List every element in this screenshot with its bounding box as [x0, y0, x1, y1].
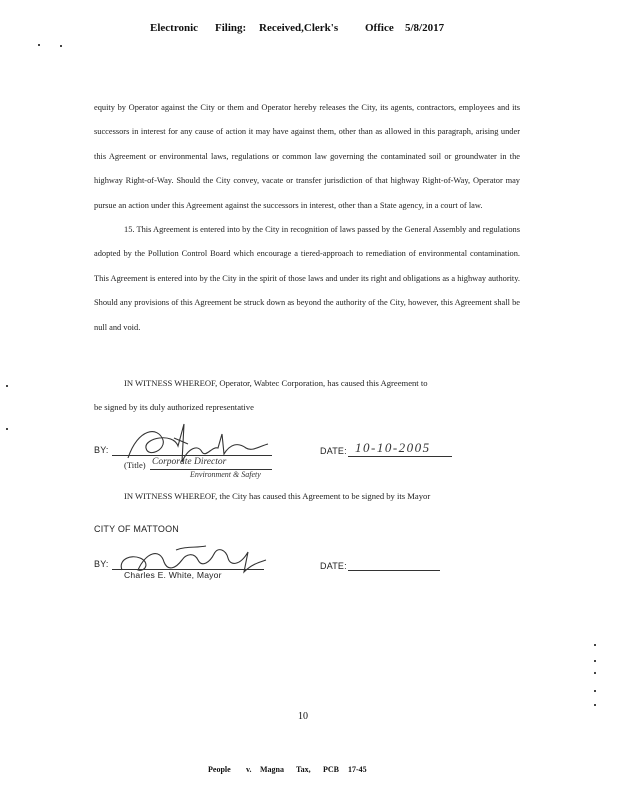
witness-operator-line1: IN WITNESS WHEREOF, Operator, Wabtec Corporation, has caused this Agreement to	[124, 378, 428, 388]
footer-pcb: PCB	[323, 765, 339, 774]
operator-title-label: (Title)	[124, 460, 146, 470]
witness-operator-line2: be signed by its duly authorized representative	[94, 402, 254, 412]
operator-title-handwritten-2: Environment & Safety	[190, 470, 261, 479]
operator-date-handwritten: 10-10-2005	[355, 440, 431, 455]
operator-by-label: BY:	[94, 445, 109, 455]
city-by-label: BY:	[94, 559, 109, 569]
scan-speck	[60, 45, 62, 47]
footer-case-number: 17-45	[348, 765, 367, 774]
header-received: Received,Clerk's	[259, 22, 339, 34]
header-office: Office	[365, 22, 394, 34]
city-signer-name: Charles E. White, Mayor	[124, 570, 222, 580]
scan-speck	[6, 385, 8, 387]
scan-speck	[594, 660, 596, 662]
footer-v: v.	[246, 765, 252, 774]
scan-speck	[38, 44, 40, 46]
header-date: 5/8/2017	[405, 22, 445, 34]
operator-date-label: DATE:	[320, 446, 347, 456]
paragraph-15: 15. This Agreement is entered into by the City in recognition of laws passed by the General Assembly and regulations adopted by the Pollution Control Board which encourage a tiered-approach to remediation of environmental contamination. This Agreement is entered into by the City in the spirit of those laws and under its right and obligations as a highway authority. Should any provisions of this Agreement be struck down as beyond the authority of the City, however, this Agreement shall be null and void.	[94, 225, 520, 332]
page-number: 10	[298, 711, 308, 722]
witness-city-line: IN WITNESS WHEREOF, the City has caused this Agreement to be signed by its Mayor	[124, 491, 431, 501]
paragraph-release: equity by Operator against the City or them and Operator hereby releases the City, its agents, contractors, employees and its successors in interest for any cause of action it may have against them, other than as allowed in this paragraph, arising under this Agreement or environmental laws, regulations or common law governing the contaminated soil or groundwater in the highway Right-of-Way. Should the City convey, vacate or transfer jurisdiction of that highway Right-of-Way, Operator may pursue an action under this Agreement against the successors in interest, other than a State agency, in a court of law.	[94, 103, 520, 210]
operator-date-line	[348, 456, 452, 457]
operator-title-handwritten: Corporate Director	[152, 457, 227, 467]
footer-people: People	[208, 765, 231, 774]
scan-speck	[594, 690, 596, 692]
scan-speck	[594, 644, 596, 646]
header-filing: Filing:	[215, 22, 247, 34]
scan-speck	[594, 704, 596, 706]
city-date-line	[348, 570, 440, 571]
footer-tax: Tax,	[296, 765, 311, 774]
scan-speck	[6, 428, 8, 430]
scan-speck	[594, 672, 596, 674]
body-text	[94, 96, 520, 340]
city-name: CITY OF MATTOON	[94, 524, 180, 534]
header-electronic: Electronic	[150, 22, 199, 34]
footer-magna: Magna	[260, 765, 284, 774]
city-date-label: DATE:	[320, 561, 347, 571]
